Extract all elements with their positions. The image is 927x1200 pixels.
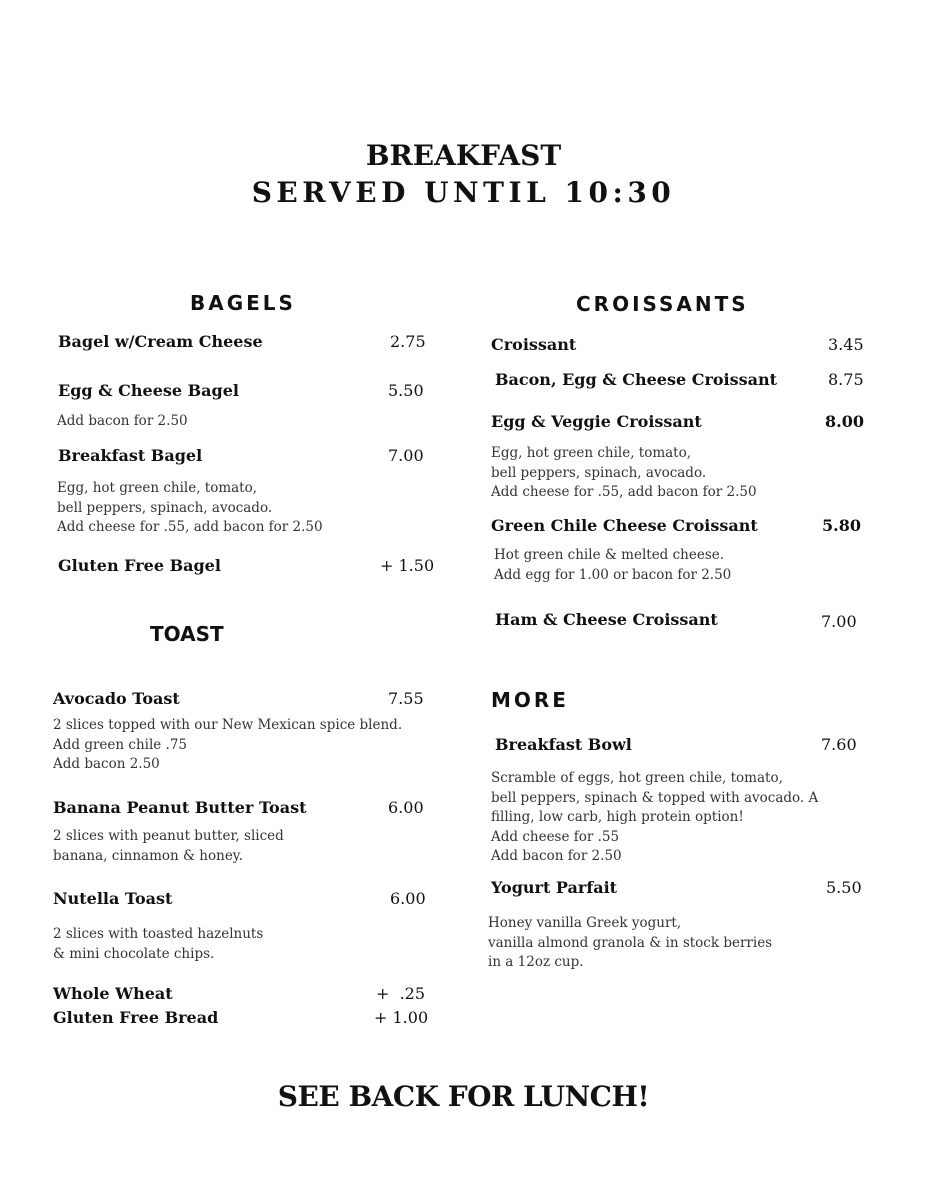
menu-item-description: Scramble of eggs, hot green chile, tomato, bell peppers, spinach & topped with avocado. A filling, low carb, high protein option! Add cheese for .55 Add bacon for 2.50 (491, 770, 819, 864)
menu-item-name: Bacon, Egg & Cheese Croissant (495, 370, 778, 389)
menu-item-name: Breakfast Bowl (495, 735, 632, 754)
menu-item-name: Nutella Toast (53, 889, 173, 908)
menu-item-price: 6.00 (388, 798, 424, 817)
section-heading-bagels: BAGELS (190, 291, 296, 315)
menu-item-name: Breakfast Bagel (58, 446, 203, 465)
menu-item-name: Croissant (491, 335, 577, 354)
menu-item-price: 3.45 (828, 335, 864, 354)
menu-subtitle: SERVED UNTIL 10:30 (251, 176, 676, 209)
menu-item-description: Egg, hot green chile, tomato, bell peppers, spinach, avocado. Add cheese for .55, add bacon for 2.50 (57, 480, 323, 535)
menu-item-price: 2.75 (390, 332, 426, 351)
menu-item-description: Hot green chile & melted cheese. Add egg for 1.00 or bacon for 2.50 (494, 547, 732, 583)
menu-item-description: 2 slices with peanut butter, sliced banana, cinnamon & honey. (53, 828, 284, 864)
menu-item-price: 7.60 (821, 735, 857, 754)
menu-item-description: Add bacon for 2.50 (57, 413, 188, 429)
menu-item-price: + 1.00 (374, 1008, 429, 1027)
menu-item-price: 7.00 (821, 612, 857, 631)
menu-item-name: Avocado Toast (53, 689, 180, 708)
menu-item-name: Egg & Cheese Bagel (58, 381, 239, 400)
menu-item-price: 8.00 (825, 412, 864, 431)
menu-item-description: Egg, hot green chile, tomato, bell peppers, spinach, avocado. Add cheese for .55, add bacon for 2.50 (491, 445, 757, 500)
menu-item-description: 2 slices with toasted hazelnuts & mini chocolate chips. (53, 926, 264, 962)
menu-item-price: + .25 (376, 984, 426, 1003)
menu-item-name: Bagel w/Cream Cheese (58, 332, 263, 351)
section-heading-croissants: CROISSANTS (576, 292, 749, 316)
menu-item-price: 5.50 (388, 381, 424, 400)
menu-item-name: Ham & Cheese Croissant (495, 610, 718, 629)
menu-item-name: Whole Wheat (53, 984, 173, 1003)
menu-item-price: 7.00 (388, 446, 424, 465)
menu-item-price: 6.00 (390, 889, 426, 908)
section-heading-toast: TOAST (150, 622, 224, 646)
menu-item-price: + 1.50 (380, 556, 435, 575)
menu-item-price: 5.80 (822, 516, 861, 535)
menu-item-price: 5.50 (826, 878, 862, 897)
menu-item-name: Gluten Free Bagel (58, 556, 221, 575)
menu-item-description: Honey vanilla Greek yogurt, vanilla almond granola & in stock berries in a 12oz cup. (488, 915, 773, 970)
menu-item-description: 2 slices topped with our New Mexican spice blend. Add green chile .75 Add bacon 2.50 (53, 717, 403, 772)
menu-title: BREAKFAST (365, 139, 562, 172)
section-heading-more: MORE (491, 688, 569, 712)
menu-item-name: Green Chile Cheese Croissant (491, 516, 758, 535)
menu-item-price: 7.55 (388, 689, 424, 708)
menu-item-name: Gluten Free Bread (53, 1008, 219, 1027)
menu-item-name: Yogurt Parfait (491, 878, 618, 897)
menu-item-price: 8.75 (828, 370, 864, 389)
menu-item-name: Banana Peanut Butter Toast (53, 798, 307, 817)
footer-note: SEE BACK FOR LUNCH! (277, 1080, 650, 1113)
menu-item-name: Egg & Veggie Croissant (491, 412, 702, 431)
